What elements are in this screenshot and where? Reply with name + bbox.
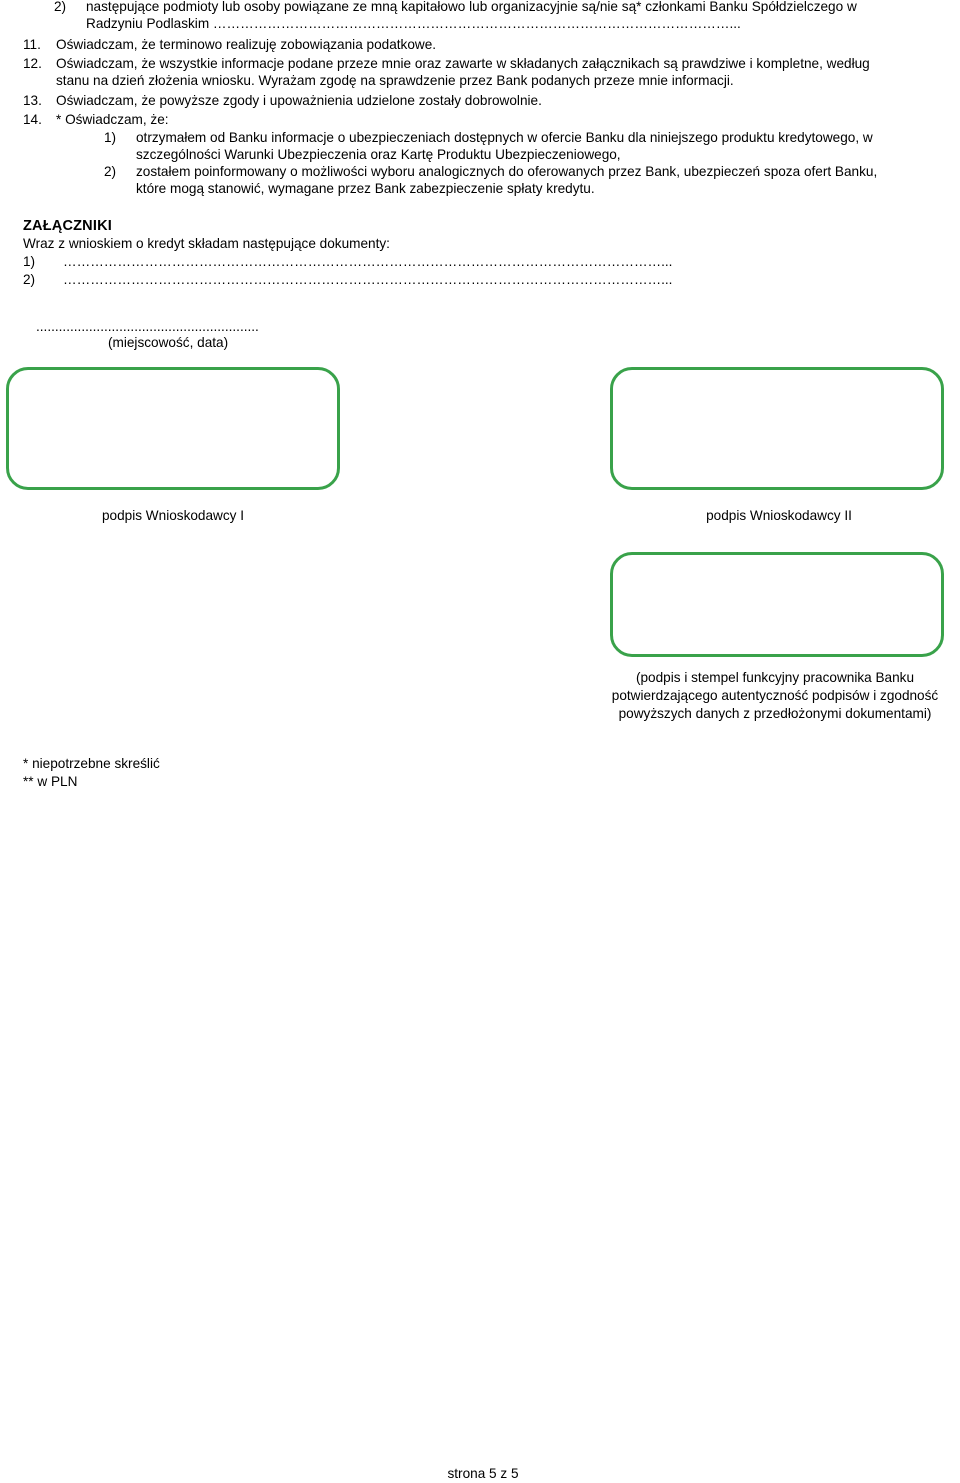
- place-date-dots: ...........................................................: [36, 319, 259, 334]
- signature-label-applicant-1: podpis Wnioskodawcy I: [101, 508, 245, 523]
- attachments-intro: Wraz z wnioskiem o kredyt składam następujące dokumenty:: [23, 236, 390, 251]
- signature-box-applicant-2[interactable]: [610, 367, 944, 490]
- signature-label-applicant-2: podpis Wnioskodawcy II: [706, 508, 852, 523]
- signature-box-applicant-1[interactable]: [6, 367, 340, 490]
- place-date-label: (miejscowość, data): [108, 335, 229, 350]
- declaration-text-12-line2: stanu na dzień złożenia wniosku. Wyrażam zgodę na sprawdzenie przez Bank podanych przeze mnie informacji.: [56, 73, 734, 88]
- attachment-dots-1: ……………………………………………………………………………………………………………………...: [63, 254, 673, 269]
- bank-signature-label-line3: powyższych danych z przedłożonymi dokumentami): [618, 706, 932, 721]
- declaration-text-12-line1: Oświadczam, że wszystkie informacje podane przeze mnie oraz zawarte w składanych załącznikach są prawdziwe i kompletne, według: [56, 56, 870, 71]
- list-item-number: 2): [54, 0, 67, 14]
- signature-box-bank[interactable]: [610, 552, 944, 657]
- sub-item-text-2-line2: które mogą stanowić, wymagane przez Bank zabezpieczenie spłaty kredytu.: [136, 181, 595, 196]
- declaration-text-13: Oświadczam, że powyższe zgody i upoważnienia udzielone zostały dobrowolnie.: [56, 93, 542, 108]
- sub-item-text-2-line1: zostałem poinformowany o możliwości wyboru analogicznych do oferowanych przez Bank, ubezpieczeń spoza ofert Banku,: [136, 164, 878, 179]
- sub-item-number-2: 2): [104, 164, 117, 179]
- declaration-number-11: 11.: [23, 37, 41, 52]
- bank-signature-label-line1: (podpis i stempel funkcyjny pracownika Banku: [635, 670, 915, 685]
- attachment-number-1: 1): [23, 254, 36, 269]
- declaration-text-11: Oświadczam, że terminowo realizuję zobowiązania podatkowe.: [56, 37, 437, 52]
- sub-item-text-1-line1: otrzymałem od Banku informacje o ubezpieczeniach dostępnych w ofercie Banku dla niniejszego produktu kredytowego, w: [136, 130, 873, 145]
- sub-item-number-1: 1): [104, 130, 117, 145]
- attachments-heading: ZAŁĄCZNIKI: [23, 218, 112, 234]
- attachment-dots-2: ……………………………………………………………………………………………………………………...: [63, 272, 673, 287]
- declaration-text-14: * Oświadczam, że:: [56, 112, 169, 127]
- bank-signature-label-line2: potwierdzającego autentyczność podpisów i zgodność: [611, 688, 939, 703]
- declaration-number-13: 13.: [23, 93, 42, 108]
- list-item-text-line1: następujące podmioty lub osoby powiązane ze mną kapitałowo lub organizacyjnie są/nie są* członkami Banku Spółdzielczego w: [86, 0, 857, 14]
- footnote-currency: ** w PLN: [23, 774, 78, 789]
- declaration-number-14: 14.: [23, 112, 42, 127]
- list-item-text-line2: Radzyniu Podlaskim ……………………………………………………………………………………………………...: [86, 16, 741, 31]
- page-number: strona 5 z 5: [447, 1466, 519, 1481]
- declaration-number-12: 12.: [23, 56, 42, 71]
- sub-item-text-1-line2: szczególności Warunki Ubezpieczenia oraz Kartę Produktu Ubezpieczeniowego,: [136, 147, 621, 162]
- attachment-number-2: 2): [23, 272, 36, 287]
- footnote-strike: * niepotrzebne skreślić: [23, 756, 160, 771]
